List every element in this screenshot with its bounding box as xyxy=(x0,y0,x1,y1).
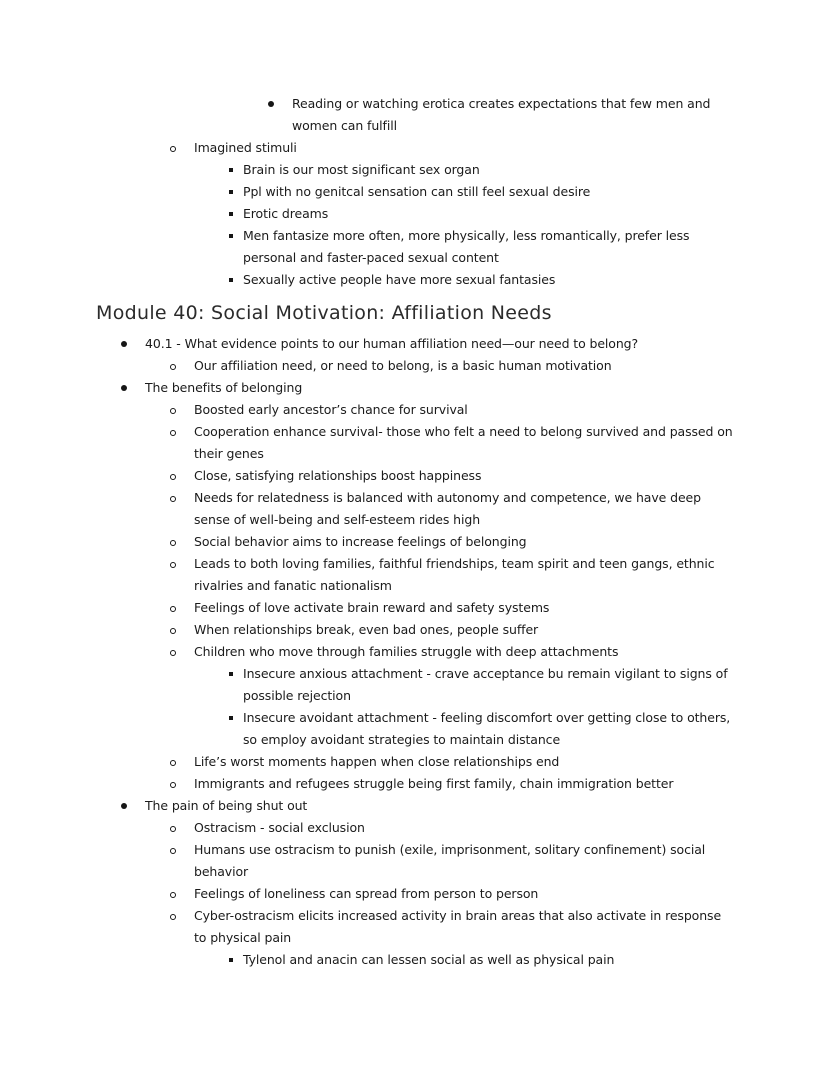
list-item-text: Cooperation enhance survival- those who felt a need to belong survived and passed on their genes xyxy=(194,424,733,461)
list-item-text: Life’s worst moments happen when close relationships end xyxy=(194,754,560,769)
circle-bullet-icon xyxy=(170,421,194,436)
circle-bullet-icon xyxy=(170,531,194,546)
circle-bullet-icon xyxy=(170,619,194,634)
disc-bullet-icon xyxy=(121,795,145,809)
circle-bullet-icon xyxy=(170,597,194,612)
list-item xyxy=(0,93,736,137)
list-item-text: Children who move through families struggle with deep attachments xyxy=(194,644,619,659)
disc-bullet-icon xyxy=(268,93,292,107)
list-item-text: Tylenol and anacin can lessen social as well as physical pain xyxy=(243,952,615,967)
disc-bullet-icon xyxy=(121,333,145,347)
list-item xyxy=(0,333,736,355)
list-item-text: Boosted early ancestor’s chance for survival xyxy=(194,402,468,417)
square-bullet-icon xyxy=(229,269,243,282)
list-item xyxy=(0,355,736,377)
list-item xyxy=(0,225,736,269)
list-item xyxy=(0,883,736,905)
list-item xyxy=(0,269,736,291)
square-bullet-icon xyxy=(229,159,243,172)
section-heading: Module 40: Social Motivation: Affiliation Needs xyxy=(96,302,552,324)
circle-bullet-icon xyxy=(170,817,194,832)
circle-bullet-icon xyxy=(170,905,194,920)
list-item-text: 40.1 - What evidence points to our human affiliation need—our need to belong? xyxy=(145,336,639,351)
list-item xyxy=(0,773,736,795)
list-item xyxy=(0,795,736,817)
list-item xyxy=(0,597,736,619)
list-item-text: Sexually active people have more sexual fantasies xyxy=(243,272,556,287)
list-item xyxy=(0,159,736,181)
square-bullet-icon xyxy=(229,949,243,962)
list-item-text: Ppl with no genitcal sensation can still feel sexual desire xyxy=(243,184,591,199)
circle-bullet-icon xyxy=(170,465,194,480)
circle-bullet-icon xyxy=(170,773,194,788)
circle-bullet-icon xyxy=(170,839,194,854)
list-item xyxy=(0,707,736,751)
list-item xyxy=(0,751,736,773)
list-item xyxy=(0,181,736,203)
list-item-text: Insecure anxious attachment - crave acceptance bu remain vigilant to signs of possible rejection xyxy=(243,666,728,703)
circle-bullet-icon xyxy=(170,355,194,370)
list-item-text: Social behavior aims to increase feelings of belonging xyxy=(194,534,527,549)
list-item-text: Needs for relatedness is balanced with autonomy and competence, we have deep sense of well-being and self-esteem rides high xyxy=(194,490,701,527)
square-bullet-icon xyxy=(229,707,243,720)
list-item xyxy=(0,137,736,159)
list-item-text: Cyber-ostracism elicits increased activity in brain areas that also activate in response to physical pain xyxy=(194,908,722,945)
list-item xyxy=(0,465,736,487)
list-item-text: The benefits of belonging xyxy=(145,380,303,395)
list-item xyxy=(0,377,736,399)
disc-bullet-icon xyxy=(121,377,145,391)
list-item-text: Brain is our most significant sex organ xyxy=(243,162,480,177)
list-item-text: Feelings of loneliness can spread from person to person xyxy=(194,886,539,901)
list-item-text: Men fantasize more often, more physically, less romantically, prefer less personal and faster-paced sexual content xyxy=(243,228,690,265)
list-item xyxy=(0,949,736,971)
square-bullet-icon xyxy=(229,225,243,238)
square-bullet-icon xyxy=(229,203,243,216)
circle-bullet-icon xyxy=(170,641,194,656)
list-item xyxy=(0,399,736,421)
circle-bullet-icon xyxy=(170,553,194,568)
list-item-text: When relationships break, even bad ones, people suffer xyxy=(194,622,539,637)
list-item-text: Feelings of love activate brain reward and safety systems xyxy=(194,600,550,615)
list-item-text: Close, satisfying relationships boost happiness xyxy=(194,468,482,483)
list-item-text: Humans use ostracism to punish (exile, imprisonment, solitary confinement) social behavior xyxy=(194,842,706,879)
list-item xyxy=(0,553,736,597)
list-item xyxy=(0,663,736,707)
list-item xyxy=(0,531,736,553)
square-bullet-icon xyxy=(229,181,243,194)
circle-bullet-icon xyxy=(170,751,194,766)
list-item-text: Reading or watching erotica creates expectations that few men and women can fulfill xyxy=(292,96,711,133)
list-item xyxy=(0,203,736,225)
list-item-text: The pain of being shut out xyxy=(145,798,308,813)
circle-bullet-icon xyxy=(170,487,194,502)
list-item-text: Insecure avoidant attachment - feeling discomfort over getting close to others, so employ avoidant strategies to maintain distance xyxy=(243,710,731,747)
list-item xyxy=(0,641,736,663)
square-bullet-icon xyxy=(229,663,243,676)
list-item xyxy=(0,487,736,531)
list-item-text: Leads to both loving families, faithful friendships, team spirit and teen gangs, ethnic rivalries and fanatic nationalism xyxy=(194,556,715,593)
circle-bullet-icon xyxy=(170,399,194,414)
list-item-text: Our affiliation need, or need to belong, is a basic human motivation xyxy=(194,358,612,373)
list-item xyxy=(0,619,736,641)
list-item-text: Imagined stimuli xyxy=(194,140,297,155)
list-item-text: Ostracism - social exclusion xyxy=(194,820,365,835)
circle-bullet-icon xyxy=(170,137,194,152)
circle-bullet-icon xyxy=(170,883,194,898)
list-item xyxy=(0,817,736,839)
list-item-text: Immigrants and refugees struggle being first family, chain immigration better xyxy=(194,776,674,791)
list-item xyxy=(0,839,736,883)
list-item-text: Erotic dreams xyxy=(243,206,329,221)
list-item xyxy=(0,905,736,949)
list-item xyxy=(0,421,736,465)
